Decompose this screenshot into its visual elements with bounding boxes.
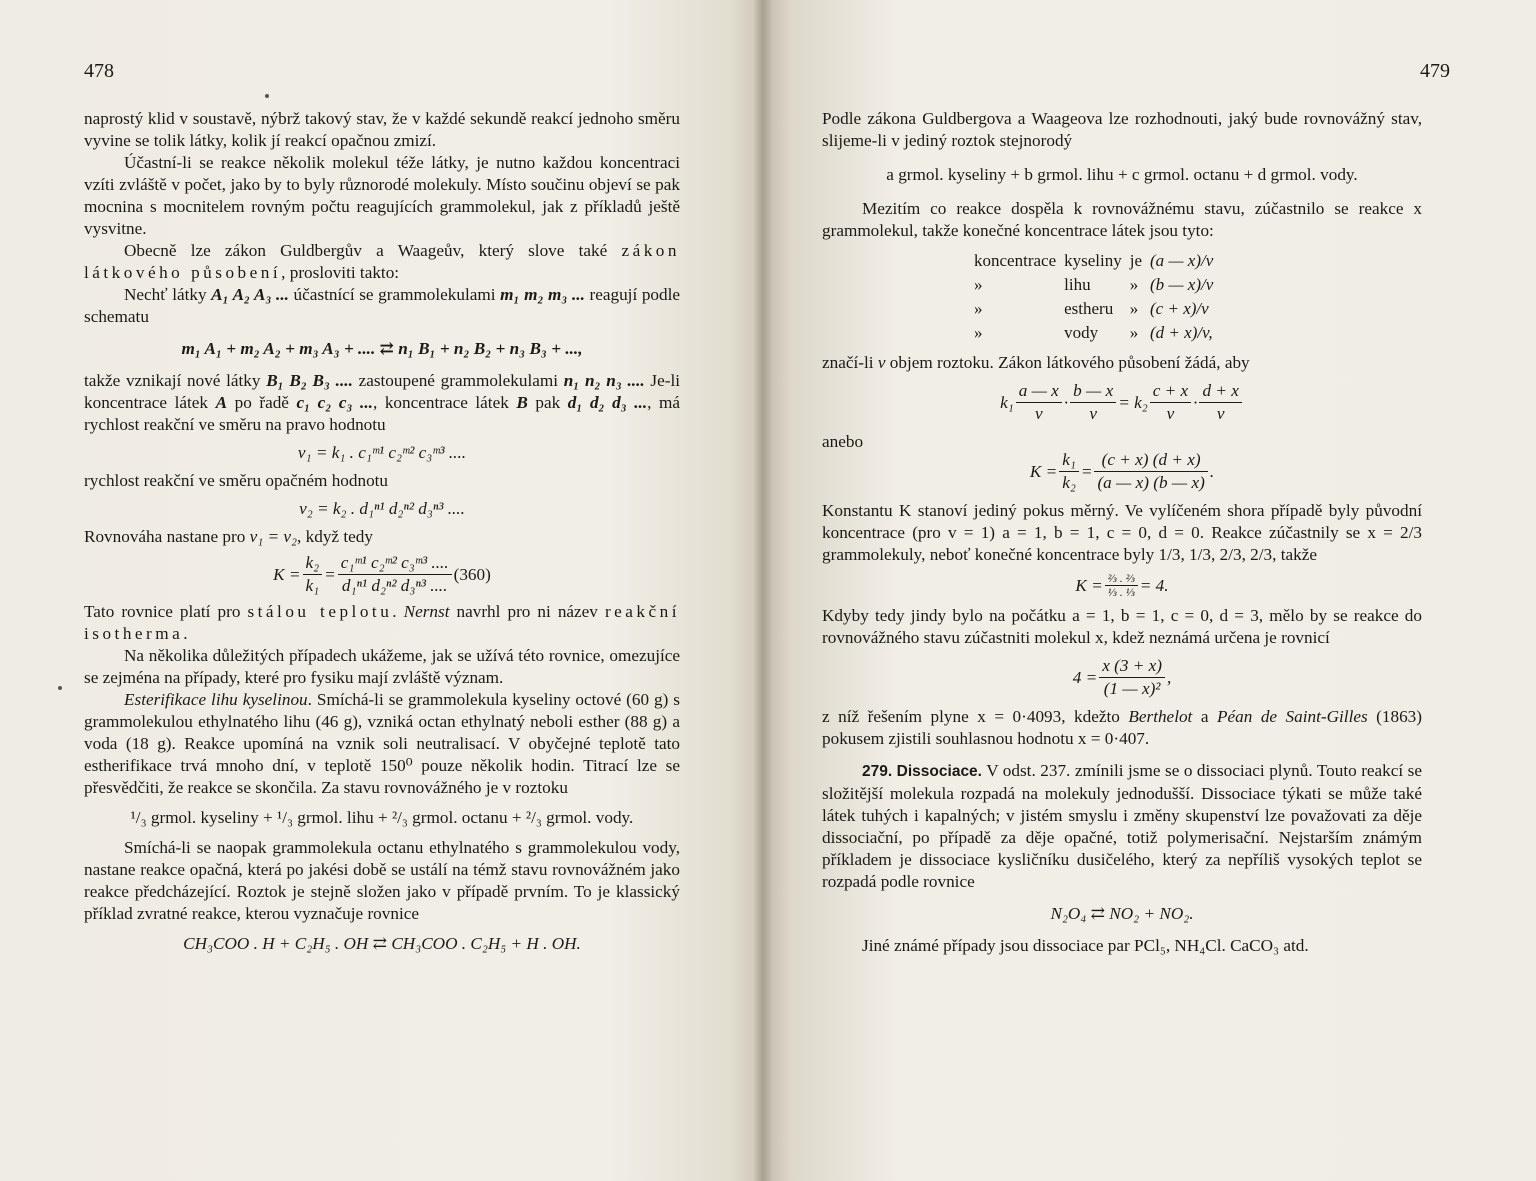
math-symbols: m₁ m₂ m₃ ...	[500, 285, 585, 304]
paragraph: Kdyby tedy jindy bylo na počátku a = 1, b = 1, c = 0, d = 3, mělo by se reakce do rovnovážného stavu zúčastniti molekul x, kdež neznámá určena je rovnicí	[822, 606, 1422, 647]
denominator: k₂	[1062, 473, 1076, 492]
text: Rovnováha nastane pro	[84, 527, 250, 546]
equation-v2: v₂ = k₂ . d₁ⁿ¹ d₂ⁿ² d₃ⁿ³ ....	[299, 499, 465, 518]
numerator: k₂	[303, 552, 323, 575]
equation-lhs: K =	[273, 564, 301, 584]
right-page	[760, 0, 1536, 1181]
denominator: (a — x) (b — x)	[1097, 473, 1205, 492]
concentration-cell: koncentrace	[974, 251, 1057, 270]
text: z níž řešením plyne x = 0·4093, kdežto	[822, 707, 1129, 726]
concentration-cell: kyseliny	[1064, 251, 1122, 270]
fraction	[1150, 380, 1191, 425]
concentration-cell: »	[974, 275, 983, 294]
denominator: ⅓ . ⅓	[1107, 585, 1135, 599]
math-inline: v₁ = v₂	[249, 527, 298, 546]
denominator: v	[1034, 404, 1043, 423]
math-symbols: n₁ n₂ n₃ ....	[563, 371, 645, 390]
numerator: ⅔ . ⅔	[1105, 572, 1138, 586]
rate-constant: k₁	[1000, 392, 1014, 412]
equation-dissociation: N₂O₄ ⇄ NO₂ + NO₂.	[1050, 904, 1194, 923]
numerator: c + x	[1150, 380, 1191, 403]
equation-number: (360)	[453, 564, 491, 584]
denominator: d₁ⁿ¹ d₂ⁿ² d₃ⁿ³ ....	[341, 576, 448, 595]
text: , když tedy	[297, 527, 373, 546]
concentration-cell: (a — x)/v	[1150, 251, 1214, 270]
concentration-row	[974, 298, 1219, 320]
equation-lhs: K =	[1029, 461, 1058, 481]
concentration-cell: estheru	[1064, 299, 1114, 318]
text: .	[392, 602, 404, 621]
concentration-row	[974, 322, 1219, 344]
paragraph	[84, 526, 680, 548]
fraction	[1199, 380, 1241, 425]
equation-K	[822, 449, 1422, 494]
fraction	[1094, 449, 1207, 494]
denominator: v	[1089, 404, 1097, 423]
paragraph: Účastní-li se reakce několik molekul téže látky, je nutno každou koncentraci vzíti zvláště v počet, jako by to byly různorodé molekuly. Místo součinu objeví se pak mocnina s mocnitelem rovným počtu reagujících grammolekul, jak z příkladů ještě vysvitne.	[84, 153, 680, 238]
text: po řadě	[227, 393, 297, 412]
equation-mixture: a grmol. kyseliny + b grmol. lihu + c grmol. octanu + d grmol. vody.	[886, 165, 1358, 184]
text: zastoupené grammolekulami	[352, 371, 564, 390]
concentration-cell: »	[1129, 275, 1139, 294]
math-symbols: d₁ d₂ d₃ ...	[567, 393, 648, 412]
math-symbols: B	[516, 393, 528, 412]
concentration-cell: »	[974, 323, 983, 342]
paragraph: Mezitím co reakce dospěla k rovnovážnému stavu, zúčastnilo se reakce x grammolekul, takže konečné koncentrace látek jsou tyto:	[822, 199, 1422, 240]
author-name: Nernst	[403, 602, 450, 621]
fraction	[1105, 572, 1138, 599]
equation-ester: ¹/₃ grmol. kyseliny + ¹/₃ grmol. lihu + ²/₃ grmol. octanu + ²/₃ grmol. vody.	[130, 808, 634, 827]
text: .	[183, 624, 188, 643]
paragraph: Na několika důležitých případech ukážeme, jak se užívá této rovnice, omezujíce se zejména na případy, které pro fysiku mají zvláště význam.	[84, 646, 680, 687]
section-heading: 279. Dissociace.	[862, 763, 982, 780]
equation-lhs: 4 =	[1072, 667, 1098, 687]
concentration-cell: lihu	[1064, 275, 1091, 294]
concentration-cell: je	[1129, 251, 1143, 270]
paragraph	[822, 760, 1422, 893]
equals-sign: =	[324, 564, 336, 584]
dot-operator: ·	[1193, 392, 1198, 412]
paragraph: naprostý klid v soustavě, nýbrž takový stav, že v každé sekundě reakcí jednoho směru vyvine se tolik látky, kolik jí reakcí opačnou zmizí.	[84, 109, 680, 150]
spaced-term: zákon látkového působení	[84, 241, 680, 282]
equation-K-value	[822, 572, 1422, 599]
paragraph	[84, 240, 680, 284]
equals-sign: =	[1080, 461, 1093, 481]
equation-v1: v₁ = k₁ . c₁ᵐ¹ c₂ᵐ² c₃ᵐ³ ....	[297, 443, 467, 462]
fraction	[338, 552, 452, 597]
equation-scheme: m₁ A₁ + m₂ A₂ + m₃ A₃ + .... ⇄ n₁ B₁ + n₂ B₂ + n₃ B₃ + ...,	[181, 339, 583, 358]
paragraph	[84, 284, 680, 328]
left-page-body	[84, 108, 680, 963]
equation-unknown	[822, 655, 1422, 700]
left-page	[0, 0, 760, 1181]
equation-360	[84, 552, 680, 597]
text: (1863) pokusem zjistili souhlasnou hodnotu x = 0·407.	[822, 707, 1423, 748]
spaced-term: stálou teplotu	[247, 602, 393, 621]
page-number-left: 478	[84, 60, 114, 82]
spaced-term: reakční isotherma	[84, 602, 681, 643]
text: a	[1192, 707, 1217, 726]
text: reagují podle schematu	[84, 285, 680, 326]
text: V odst. 237. zmínili jsme se o dissociaci plynů. Touto reakcí se složitější molekula rozpadá na molekuly jednodušší. Dissociace týkati se může také látek tuhých i kapalných; v jistém smyslu i změny skupenství lze považovati za děje dissociační, po případě za děje opačné, totiž polymerisační. Nejstarším známým příkladem je dissociace kysličníku dusičelého, který za nepříliš vysokých teplot se rozpadá podle rovnice	[822, 761, 1423, 891]
denominator: k₁	[305, 576, 320, 595]
text: navrhl pro ni název	[449, 602, 605, 621]
right-page-body	[822, 108, 1422, 957]
fraction	[1059, 449, 1079, 494]
equation-equilibrium	[822, 380, 1422, 425]
concentration-cell: »	[974, 299, 983, 318]
concentration-cell: vody	[1064, 323, 1099, 342]
fraction	[1070, 380, 1116, 425]
numerator: d + x	[1199, 380, 1241, 403]
text: pak	[527, 393, 568, 412]
text: objem roztoku. Zákon látkového působení žádá, aby	[885, 353, 1250, 372]
denominator: v	[1216, 404, 1225, 423]
author-name: Berthelot	[1128, 707, 1193, 726]
book-gutter	[752, 0, 774, 1181]
text: takže vznikají nové látky	[84, 371, 267, 390]
concentration-cell: (b — x)/v	[1150, 275, 1214, 294]
text: Obecně lze zákon Guldbergův a Waageův, který slove také	[124, 241, 622, 260]
math-symbols: A₁ A₂ A₃ ...	[211, 285, 289, 304]
text: , má rychlost reakční ve směru na pravo hodnotu	[84, 393, 681, 434]
comma: ,	[1167, 667, 1172, 687]
paragraph	[84, 370, 680, 436]
author-name: Péan de Saint-Gilles	[1217, 707, 1368, 726]
subsection-title: Esterifikace lihu kyselinou	[124, 690, 308, 709]
text: , prosloviti takto:	[281, 263, 400, 282]
paragraph: rychlost reakční ve směru opačném hodnotu	[84, 471, 389, 490]
math-symbols: B₁ B₂ B₃ ....	[266, 371, 353, 390]
paragraph	[84, 689, 680, 799]
rate-constant: = k₂	[1118, 392, 1148, 412]
denominator: v	[1166, 404, 1175, 423]
paragraph: Jiné známé případy jsou dissociace par PCl₅, NH₄Cl. CaCO₃ atd.	[862, 936, 1309, 955]
text: účastnící se grammolekulami	[288, 285, 501, 304]
fraction	[1099, 655, 1165, 700]
paragraph: Podle zákona Guldbergova a Waageova lze rozhodnouti, jaký bude rovnovážný stav, slijeme-li v jediný roztok stejnorodý	[822, 109, 1422, 150]
math-inline: v	[877, 353, 886, 372]
paragraph: Smíchá-li se naopak grammolekula octanu ethylnatého s grammolekulou vody, nastane reakce opačná, která po jakési době se ustálí na témž stavu rovnovážném jako reakce předcházející. Roztok je stejně složen jako v případě prvním. To je klassický příklad zvratné reakce, kterou vyznačuje rovnice	[84, 838, 680, 923]
equation-lhs: K =	[1075, 575, 1103, 595]
numerator: k₁	[1059, 449, 1079, 472]
page-number-right: 479	[1420, 60, 1450, 82]
concentration-cell: (c + x)/v	[1150, 299, 1209, 318]
paragraph	[84, 601, 680, 645]
numerator: (c + x) (d + x)	[1094, 449, 1207, 472]
paragraph	[822, 706, 1422, 750]
concentration-cell: »	[1129, 323, 1139, 342]
numerator: a — x	[1016, 380, 1062, 403]
print-dot	[265, 94, 269, 98]
fraction	[303, 552, 323, 597]
equation-rhs: = 4.	[1139, 575, 1169, 595]
fraction	[1016, 380, 1062, 425]
text: Tato rovnice platí pro	[84, 602, 248, 621]
period: .	[1209, 461, 1215, 481]
numerator: b — x	[1070, 380, 1116, 403]
numerator: c₁ᵐ¹ c₂ᵐ² c₃ᵐ³ ....	[338, 552, 452, 575]
paragraph	[822, 352, 1422, 374]
denominator: (1 — x)²	[1103, 679, 1161, 698]
math-symbols: A	[215, 393, 228, 412]
print-dot	[58, 686, 62, 690]
text: Nechť látky	[124, 285, 212, 304]
text: značí-li	[822, 353, 878, 372]
concentration-cell: (d + x)/v,	[1150, 323, 1213, 342]
text: . Smíchá-li se grammolekula kyseliny octové (60 g) s grammolekulou ethylnatého lihu (46 g), vzniká octan ethylnatý neboli esther (88 g) a voda (18 g). Reakce upomíná na vznik soli neutralisací. V obyčejné teplotě tato estherifikace trvá mnoho dní, v teplotě 150⁰ pouze několik hodin. Titrací lze se přesvědčiti, že reakce se skončila. Za stavu rovnovážného je v roztoku	[84, 690, 680, 797]
concentration-row	[974, 274, 1219, 296]
paragraph: anebo	[822, 432, 864, 451]
equation-esterification: CH₃COO . H + C₂H₅ . OH ⇄ CH₃COO . C₂H₅ + H . OH.	[183, 934, 581, 953]
dot-operator: ·	[1063, 392, 1069, 412]
math-symbols: c₁ c₂ c₃ ...	[296, 393, 373, 412]
text: Je-li koncentrace látek	[84, 371, 680, 412]
numerator: x (3 + x)	[1099, 655, 1165, 678]
paragraph: Konstantu K stanoví jediný pokus měrný. Ve vylíčeném shora případě byly původní koncentrace (pro v = 1) a = 1, b = 1, c = 0, d = 0. Reakce zúčastnily se x = 2/3 grammolekuly, neboť konečné koncentrace byly 1/3, 1/3, 2/3, 2/3, takže	[822, 501, 1422, 564]
text: , koncentrace látek	[372, 393, 517, 412]
concentration-table	[972, 248, 1221, 346]
concentration-row	[974, 250, 1219, 272]
concentration-cell: »	[1129, 299, 1139, 318]
